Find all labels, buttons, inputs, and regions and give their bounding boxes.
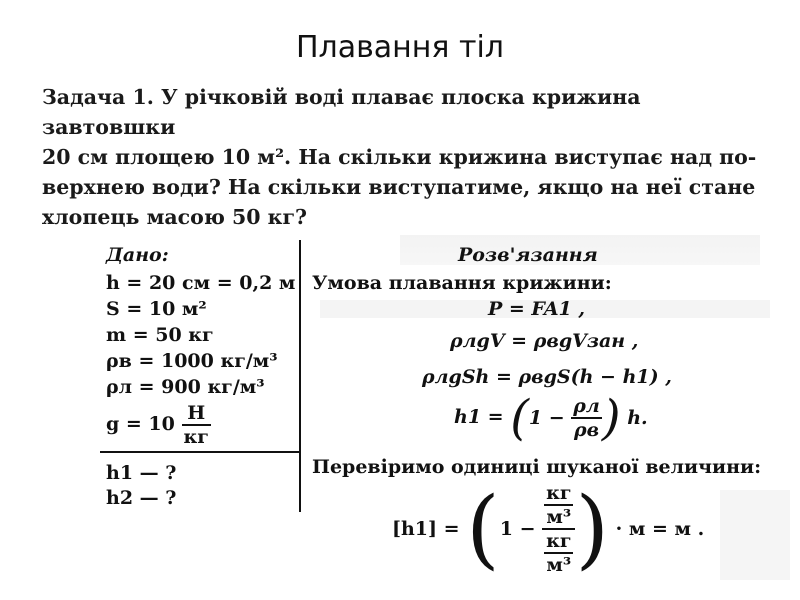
units-fraction-bottom	[544, 530, 573, 576]
equation-4	[454, 390, 648, 446]
units-d2: м³	[544, 552, 573, 576]
column-divider	[299, 240, 301, 512]
given-g-prefix: g = 10	[106, 413, 175, 435]
given-heading: Дано:	[106, 244, 169, 266]
floating-condition-label: Умова плавання крижини:	[312, 272, 612, 294]
density-ratio-numerator: ρл	[573, 395, 600, 417]
given-g-numerator: Н	[187, 402, 206, 424]
units-fraction	[542, 482, 575, 576]
units-n1: кг	[546, 482, 572, 504]
problem-line: верхнею води? На скільки виступатиме, якщо на неї стане	[42, 175, 756, 199]
given-g-denominator: кг	[183, 426, 209, 448]
given-h: h = 20 см = 0,2 м	[106, 272, 296, 294]
given-water-density: ρв = 1000 кг/м³	[106, 350, 278, 372]
problem-line: 20 см площею 10 м². На скільки крижина виступає над по-	[42, 145, 757, 169]
units-n2: кг	[546, 530, 572, 552]
slide-title: Плавання тіл	[296, 30, 504, 65]
given-area: S = 10 м²	[106, 298, 207, 320]
units-paren-close: )	[575, 479, 610, 579]
units-one: 1 −	[499, 518, 543, 540]
paren-close: )	[601, 390, 621, 446]
given-mass: m = 50 кг	[106, 324, 214, 346]
units-paren-open: (	[466, 479, 500, 579]
paren-open: (	[510, 390, 529, 446]
given-g-fraction	[182, 402, 211, 448]
solution-heading: Розв'язання	[458, 244, 598, 266]
find-h1: h1 — ?	[106, 462, 177, 484]
equation-4-right: h.	[620, 407, 648, 429]
units-check-label: Перевіримо одиниці шуканої величини:	[312, 456, 762, 478]
density-ratio	[571, 395, 602, 441]
units-right: · м = м .	[609, 518, 705, 540]
units-fraction-top	[544, 482, 573, 528]
equation-4-one: 1 −	[528, 407, 572, 429]
given-g	[106, 402, 211, 448]
problem-statement	[42, 82, 772, 232]
density-ratio-denominator: ρв	[571, 417, 602, 441]
given-ice-density: ρл = 900 кг/м³	[106, 376, 265, 398]
units-equation	[392, 479, 705, 579]
problem-line: хлопець масою 50 кг?	[42, 205, 308, 229]
equation-4-left: h1 =	[454, 406, 511, 428]
find-h2: h2 — ?	[106, 487, 177, 509]
given-divider	[100, 451, 300, 453]
equation-2: ρлgV = ρвgVзан ,	[450, 330, 639, 352]
equation-3: ρлgSh = ρвgS(h − h1) ,	[422, 366, 672, 388]
problem-line: Задача 1. У річковій воді плаває плоска крижина завтовшки	[42, 85, 641, 139]
units-left: [h1] =	[392, 518, 467, 540]
bleed-through-texture	[720, 490, 790, 580]
equation-1: P = FA1 ,	[488, 298, 586, 320]
units-d1: м³	[544, 504, 573, 528]
